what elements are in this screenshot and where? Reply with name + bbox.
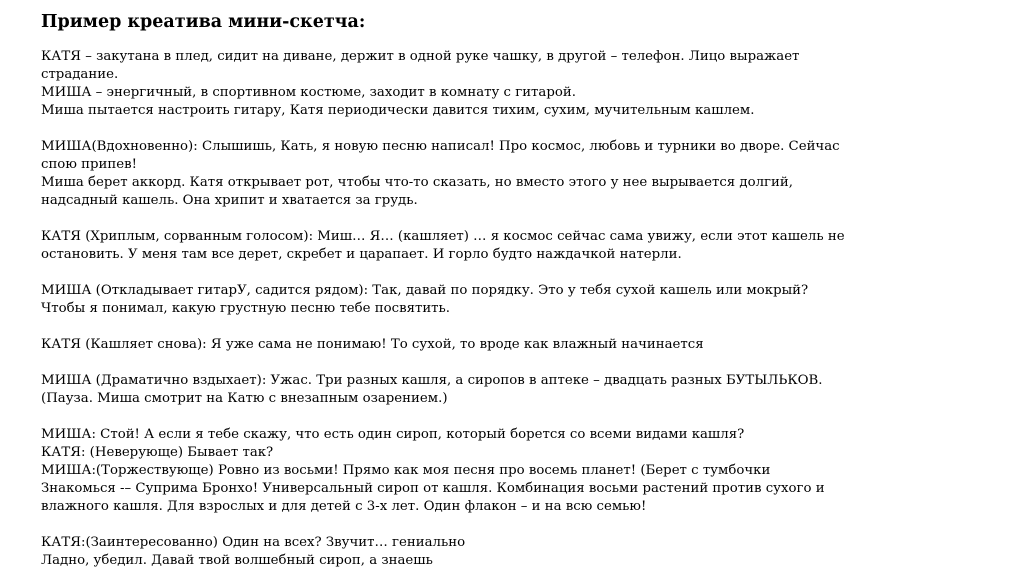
script-paragraph — [41, 138, 1001, 210]
script-line: МИША (Откладывает гитарУ, садится рядом): Так, давай по порядку. Это у тебя сухой кашель или мокрый? — [41, 283, 809, 298]
script-line: Знакомься -– Суприма Бронхо! Универсальный сироп от кашля. Комбинация восьми растений против сухого и — [41, 481, 825, 496]
script-line: КАТЯ: (Неверующе) Бывает так? — [41, 445, 274, 460]
script-line: МИША(Вдохновенно): Слышишь, Кать, я новую песню написал! Про космос, любовь и турники во дворе. Сейчас — [41, 139, 840, 154]
script-line: МИША:(Торжествующе) Ровно из восьми! Прямо как моя песня про восемь планет! (Берет с тумбочки — [41, 463, 771, 478]
script-paragraph — [41, 48, 1001, 120]
script-paragraph — [41, 282, 1001, 318]
script-paragraph — [41, 336, 1001, 354]
script-body — [41, 48, 1001, 570]
script-line: КАТЯ – закутана в плед, сидит на диване, держит в одной руке чашку, в другой – телефон. Лицо выражает — [41, 49, 800, 64]
script-line: остановить. У меня там все дерет, скребет и царапает. И горло будто наждачкой натерли. — [41, 247, 682, 262]
slide-title: Пример креатива мини-скетча: — [41, 12, 366, 32]
script-line: КАТЯ (Хриплым, сорванным голосом): Миш… Я… (кашляет) … я космос сейчас сама увижу, если этот кашель не — [41, 229, 845, 244]
script-line: страдание. — [41, 67, 119, 82]
script-line: спою припев! — [41, 157, 137, 172]
slide — [41, 10, 1001, 574]
script-line: Чтобы я понимал, какую грустную песню тебе посвятить. — [41, 301, 451, 316]
script-line: Миша пытается настроить гитару, Катя периодически давится тихим, сухим, мучительным кашлем. — [41, 103, 755, 118]
script-line: (Пауза. Миша смотрит на Катю с внезапным озарением.) — [41, 391, 448, 406]
script-paragraph — [41, 372, 1001, 408]
script-line: МИША (Драматично вздыхает): Ужас. Три разных кашля, а сиропов в аптеке – двадцать разных БУТЫЛЬКОВ. — [41, 373, 823, 388]
script-line: КАТЯ (Кашляет снова): Я уже сама не понимаю! То сухой, то вроде как влажный начинается — [41, 337, 704, 352]
script-line: влажного кашля. Для взрослых и для детей с 3-х лет. Один флакон – и на всю семью! — [41, 499, 647, 514]
script-paragraph — [41, 228, 1001, 264]
script-paragraph — [41, 426, 1001, 516]
script-line: Миша берет аккорд. Катя открывает рот, чтобы что-то сказать, но вместо этого у нее вырывается долгий, — [41, 175, 793, 190]
script-line: МИША – энергичный, в спортивном костюме, заходит в комнату с гитарой. — [41, 85, 576, 100]
script-line: надсадный кашель. Она хрипит и хватается за грудь. — [41, 193, 418, 208]
script-line: КАТЯ:(Заинтересованно) Один на всех? Звучит… гениально — [41, 535, 466, 550]
script-line: Ладно, убедил. Давай твой волшебный сироп, а знаешь — [41, 553, 433, 568]
script-line: МИША: Стой! А если я тебе скажу, что есть один сироп, который борется со всеми видами кашля? — [41, 427, 745, 442]
script-paragraph — [41, 534, 1001, 570]
